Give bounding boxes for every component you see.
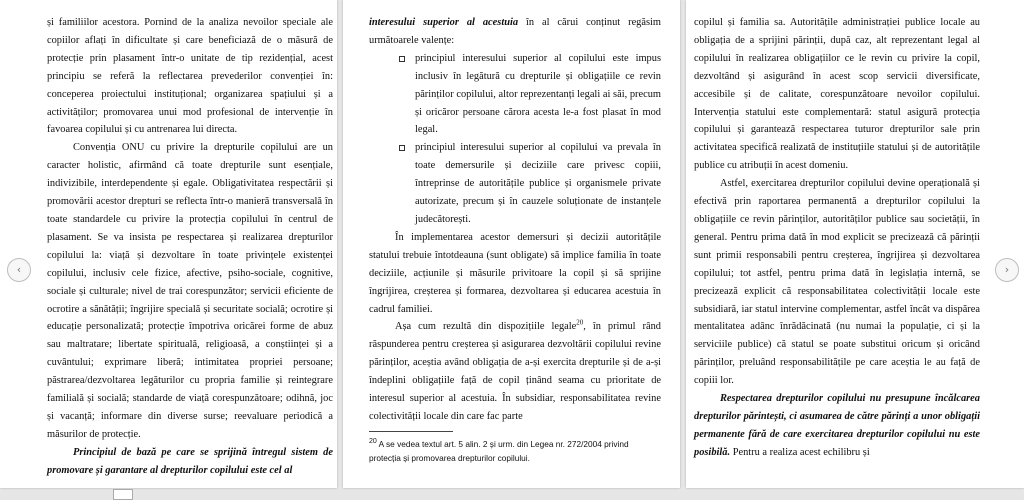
list-item bbox=[415, 139, 661, 229]
paragraph: copilul și familia sa. Autoritățile administrației publice locale au obligația de a sprijini părinții, după caz, alt reprezentant legal al copilului în realizarea obligațiilor ce le revin cu privire la copil, dezvoltând și asigurând în acest scop servicii diversificate, accesibile și de calitate, corespunzătoare nevoilor copilului. Intervenția statului este complementară: statul asigură protecția copilului și garantează respectarea tuturor drepturilor sale prin activitatea specifică realizată de instituțiile statului și de autoritățile publice cu atribuții în acest domeniu. bbox=[694, 17, 980, 172]
page-right bbox=[686, 0, 1024, 488]
text-column-left bbox=[47, 14, 333, 480]
text-column-middle bbox=[369, 14, 661, 426]
paragraph-bold-italic: Principiul de bază pe care se sprijină întregul sistem de promovare și garantare al drepturilor copilului este cel al bbox=[47, 446, 333, 476]
footnote-divider bbox=[369, 431, 453, 432]
paragraph: Astfel, exercitarea drepturilor copilului devine operațională și efectivă prin raportarea permanentă a drepturilor copilului la obligațiile ce revin părinților, autorităților publice sau societății, în general. Pentru prima dată în mod explicit se precizează că părinții sunt primii responsabili pentru creșterea, îngrijirea și dezvoltarea copilului; tot astfel, pentru prima dată în legislația internă, se precizează explicit că responsabilitatea colectivității locale este subsidiară, iar statul intervine complementar, astfel încât va dispărea mentalitatea adânc înrădăcinată (nu numai la populație, ci și la serviciile publice) că statul se poate substitui oricum și oricând părinților, preluând responsabilitățile pe care aceștia le au față de copiii lor. bbox=[694, 178, 980, 387]
text-run: Așa cum rezultă din dispozițiile legale bbox=[395, 321, 577, 333]
square-bullet-icon bbox=[399, 145, 405, 151]
bullet-list bbox=[369, 50, 661, 229]
next-page-button[interactable] bbox=[995, 258, 1019, 282]
footnote-number: 20 bbox=[369, 438, 377, 446]
paragraph bbox=[694, 390, 980, 462]
paragraph bbox=[369, 14, 661, 50]
paragraph bbox=[369, 318, 661, 425]
page-indicator-box[interactable] bbox=[113, 489, 133, 500]
previous-page-button[interactable] bbox=[7, 258, 31, 282]
footnote bbox=[369, 437, 661, 465]
list-item-text: principiul interesului superior al copilului este impus inclusiv în legătură cu drepturile și obligațiile ce revin părinților copilului, altor reprezentanți legali ai săi, precum și oricăror persoane cărora acesta le-a fost plasat în mod legal. bbox=[415, 52, 661, 136]
chevron-left-icon: ‹ bbox=[16, 263, 22, 276]
paragraph: și familiilor acestora. Pornind de la analiza nevoilor speciale ale copiilor aflați în dificultate și care beneficiază de o măsură de protecție prin plasament într-o unitate de tip rezidențial, acest principiu se referă la reflectarea prevederilor convenției în: conceperea proiectului instituțional; organizarea spațiului și a activităților; promovarea unui mod profesional de intervenție în favoarea copilului și cu antrenarea lui directa. bbox=[47, 17, 333, 136]
emphasis: interesului superior al acestuia bbox=[369, 17, 519, 28]
text-run: , în primul rând răspunderea pentru creșterea și asigurarea dezvoltării copilului revine părinților, aceștia având obligația de a-și exercita drepturile și de a-și îndeplini obligațiile față de copil ținând seama cu prioritate de interesul superior al acestuia. În subsidiar, responsabilitatea revine colectivității locale din care fac parte bbox=[369, 321, 661, 422]
chevron-right-icon: › bbox=[1004, 263, 1010, 276]
footnote-ref[interactable]: 20 bbox=[576, 318, 584, 327]
square-bullet-icon bbox=[399, 56, 405, 62]
footnote-text: A se vedea textul art. 5 alin. 2 și urm. din Legea nr. 272/2004 privind protecția și promovarea drepturilor copilului. bbox=[369, 439, 629, 463]
page-middle bbox=[343, 0, 680, 488]
page-left bbox=[0, 0, 337, 488]
text-run: Pentru a realiza acest echilibru și bbox=[730, 446, 870, 458]
emphasis: Respectarea drepturilor copilului nu presupune încălcarea drepturilor părintești, ci asumarea de către părinți a unor obligații permanente fără de care exercitarea drepturilor copilului nu este posibilă. bbox=[694, 393, 980, 458]
text-column-right bbox=[694, 14, 980, 462]
list-item-text: principiul interesului superior al copilului va prevala în toate demersurile și deciziile care privesc copiii, întreprinse de autoritățile publice și organismele private autorizate, precum și în cauzele soluționate de instanțele judecătorești. bbox=[415, 142, 661, 225]
paragraph: În implementarea acestor demersuri și decizii autoritățile statului trebuie întotdeauna (sunt obligate) să implice familia în toate deciziile, acțiunile și măsurile privitoare la copil și să sprijine îngrijirea, creșterea și formarea, dezvoltarea și educarea acestuia în cadrul familiei. bbox=[369, 231, 661, 315]
paragraph: Convenția ONU cu privire la drepturile copilului are un caracter holistic, afirmând că toate drepturile sunt esențiale, indivizibile, interdependente și egale. Obligativitatea respectării și promovării acestor drepturi se reflecta într-o manieră transversală în toate standardele cu privire la protecția copilului în centrul de plasament. Se va insista pe respectarea și realizarea drepturilor copilului la: viață și dezvoltare în toate privințele existenței copilului, inclusiv cele fizice, afective, psiho-sociale, cognitive, sociale și culturale; nivel de trai corespunzător; servicii eficiente de ocrotire a sănătății; îngrijire specială și securitate socială; ocrotire și educație personalizată; protecție împotriva oricărei forme de abuz sau maltratare; libertate spirituală, religioasă, a conștiinței și a cuvântului; exprimare liberă; intimitatea propriei persoane; păstrarea/dezvoltarea legăturilor cu propria familie și reintegrare familială și socială; standarde de viață corespunzătoare; odihnă, joc și vacanță; informare din diverse surse; reevaluare periodică a măsurilor de protecție. bbox=[47, 142, 333, 440]
text-run: în al cărui conținut regăsim următoarele valențe: bbox=[369, 17, 661, 46]
list-item bbox=[415, 50, 661, 140]
